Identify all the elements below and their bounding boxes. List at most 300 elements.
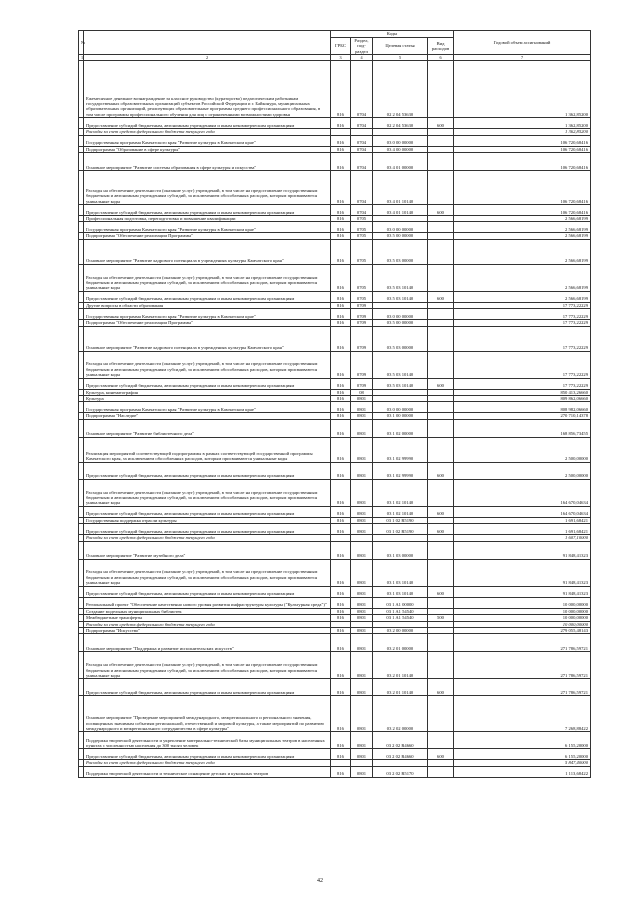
cell-sum: 271 786,59721 (454, 652, 591, 679)
cell-cs: 03 1 03 10140 (373, 559, 428, 586)
cell-sum: 1 362,85200 (454, 61, 591, 118)
cell-rz: 0704 (351, 135, 373, 146)
cell-sum: 7 268,88422 (454, 696, 591, 732)
cell-grbs: 816 (331, 402, 351, 413)
cell-sum: 2 500,00000 (454, 462, 591, 479)
cell-vr (428, 559, 454, 586)
cell-name: Расходы за счет средств федерального бюджета текущего года (84, 129, 331, 135)
cell-vr (428, 351, 454, 378)
cell-rz: 0801 (351, 732, 373, 749)
table-row (79, 351, 591, 378)
cell-name: Расходы на обеспечение деятельности (оказание услуг) учреждений, в том числе на предоставление государственным бюджетным и автономным учреждениям субсидий, за исключением обособленных расходов, которым присваиваются уникальные коды (84, 171, 331, 205)
table-row (79, 222, 591, 233)
cell-vr (428, 171, 454, 205)
cell-name: Предоставление субсидий бюджетным, автономным учреждениям и иным некоммерческим организациям (84, 506, 331, 517)
cell-cs: 03 1 02 99990 (373, 437, 428, 462)
cell-cs: 03 2 01 10140 (373, 679, 428, 696)
cell-cs: 03 5 00 00000 (373, 233, 428, 239)
cell-sum: 91 848,41323 (454, 559, 591, 586)
cell-name: Подпрограмма "Искусство" (84, 627, 331, 633)
cell-vr (428, 766, 454, 777)
cell-vr (428, 61, 454, 118)
cell-rz: 0709 (351, 320, 373, 326)
cell-grbs: 816 (331, 264, 351, 291)
cell-vr: 600 (428, 524, 454, 535)
cell-name: Государственная программа Камчатского края "Развитие культуры в Камчатском крае" (84, 309, 331, 320)
cell-name: Государственная поддержка отрасли культуры (84, 517, 331, 523)
cell-vr: 600 (428, 291, 454, 302)
cell-rz: 0801 (351, 506, 373, 517)
cell-rz: 0801 (351, 696, 373, 732)
cell-cs: 03 1 A1 00000 (373, 597, 428, 608)
cell-vr (428, 437, 454, 462)
cell-name: Предоставление субсидий бюджетным, автономным учреждениям и иным некоммерческим организациям (84, 586, 331, 597)
cell-rz: 0709 (351, 326, 373, 351)
cell-cs: 03 5 00 00000 (373, 320, 428, 326)
table-row (79, 239, 591, 264)
cell-grbs: 816 (331, 309, 351, 320)
cell-rz: 0801 (351, 479, 373, 506)
cell-sum: 271 786,59721 (454, 679, 591, 696)
cell-rz: 0705 (351, 291, 373, 302)
cell-name: Предоставление субсидий бюджетным, автономным учреждениям и иным некоммерческим организациям (84, 291, 331, 302)
cell-name: Подпрограмма "Образование в сфере культуры" (84, 146, 331, 152)
table-row (79, 462, 591, 479)
cell-name: Создание модельных муниципальных библиотек (84, 608, 331, 614)
cell-cs: 03 2 02 R5170 (373, 766, 428, 777)
cell-grbs: 816 (331, 351, 351, 378)
cell-rz: 0801 (351, 749, 373, 760)
cell-grbs: 816 (331, 732, 351, 749)
cell-vr (428, 153, 454, 171)
header-rz: Раздел, под-раздел (351, 38, 373, 55)
header-num: № (79, 31, 84, 55)
cell-sum: 2 566,68199 (454, 239, 591, 264)
cell-rz: 08 (351, 389, 373, 395)
cell-cs: 03 0 00 00000 (373, 402, 428, 413)
cell-name: Региональный проект "Обеспечение качественно нового уровня развития инфраструктуры культуры ("Культурная среда")" (84, 597, 331, 608)
cell-grbs: 816 (331, 696, 351, 732)
header-sum: Годовой объем ассигнований (454, 31, 591, 55)
cell-cs: 03 2 00 00000 (373, 627, 428, 633)
cell-cs: 03 4 01 10140 (373, 171, 428, 205)
cell-cs: 03 5 03 10140 (373, 351, 428, 378)
cell-sum: 10 000,00000 (454, 615, 591, 621)
table-row (79, 524, 591, 535)
table-row (79, 309, 591, 320)
index-cell: 1 (79, 55, 84, 61)
cell-vr (428, 264, 454, 291)
cell-cs: 03 4 01 00000 (373, 153, 428, 171)
cell-grbs: 816 (331, 135, 351, 146)
cell-grbs: 816 (331, 396, 351, 402)
cell-sum: 1 362,85200 (454, 129, 591, 135)
cell-sum: 10 000,00000 (454, 608, 591, 614)
table-row (79, 586, 591, 597)
cell-rz: 0801 (351, 462, 373, 479)
table-row (79, 135, 591, 146)
cell-rz: 0709 (351, 351, 373, 378)
cell-name: Предоставление субсидий бюджетным, автономным учреждениям и иным некоммерческим организациям (84, 679, 331, 696)
cell-grbs: 816 (331, 479, 351, 506)
cell-sum: 106 720,68416 (454, 205, 591, 216)
cell-grbs: 816 (331, 378, 351, 389)
cell-rz: 0801 (351, 586, 373, 597)
cell-grbs: 816 (331, 291, 351, 302)
table-row (79, 61, 591, 118)
cell-sum: 106 720,68416 (454, 171, 591, 205)
cell-grbs: 816 (331, 61, 351, 118)
cell-grbs: 816 (331, 222, 351, 233)
cell-name: Расходы на обеспечение деятельности (оказание услуг) учреждений, в том числе на предоставление государственным бюджетным и автономным учреждениям субсидий, за исключением обособленных расходов, которым присваиваются уникальные коды (84, 264, 331, 291)
cell-vr: 600 (428, 586, 454, 597)
document-page (78, 30, 590, 778)
cell-sum: 2 566,68199 (454, 264, 591, 291)
table-row (79, 378, 591, 389)
cell-rz: 0801 (351, 517, 373, 523)
table-row (79, 205, 591, 216)
table-row (79, 541, 591, 559)
cell-rz: 0801 (351, 524, 373, 535)
cell-name: Предоставление субсидий бюджетным, автономным учреждениям и иным некоммерческим организациям (84, 524, 331, 535)
cell-grbs: 816 (331, 171, 351, 205)
cell-vr (428, 696, 454, 732)
cell-cs: 03 5 03 10140 (373, 291, 428, 302)
cell-name: Основное мероприятие "Развитие кадрового потенциала в учреждениях культуры Камчатского края" (84, 326, 331, 351)
table-row (79, 402, 591, 413)
cell-vr (428, 419, 454, 437)
cell-sum: 106 720,68416 (454, 153, 591, 171)
cell-sum: 10 000,00000 (454, 621, 591, 627)
cell-sum: 106 720,68416 (454, 135, 591, 146)
cell-grbs: 816 (331, 413, 351, 419)
cell-grbs: 816 (331, 216, 351, 222)
cell-sum: 809 862,06660 (454, 396, 591, 402)
cell-sum: 2 500,00000 (454, 437, 591, 462)
cell-vr (428, 732, 454, 749)
cell-grbs: 816 (331, 239, 351, 264)
cell-name: Поддержка творческой деятельности и укрепление материально-технической базы муниципальных театров в населенных пунктах с численностью населения до 300 тысяч человек (84, 732, 331, 749)
index-cell: 6 (428, 55, 454, 61)
cell-sum: 5 847,40000 (454, 760, 591, 766)
table-row (79, 732, 591, 749)
cell-vr (428, 652, 454, 679)
cell-cs: 03 1 A1 54540 (373, 608, 428, 614)
table-row (79, 749, 591, 760)
cell-vr (428, 634, 454, 652)
header-grbs: ГРБС (331, 38, 351, 55)
cell-name: Предоставление субсидий бюджетным, автономным учреждениям и иным некоммерческим организациям (84, 462, 331, 479)
cell-grbs: 816 (331, 233, 351, 239)
cell-grbs: 816 (331, 541, 351, 559)
cell-cs: 03 4 01 10140 (373, 205, 428, 216)
cell-name: Предоставление субсидий бюджетным, автономным учреждениям и иным некоммерческим организациям (84, 378, 331, 389)
cell-name: Подпрограмма "Обеспечение реализации Программы" (84, 233, 331, 239)
cell-rz: 0709 (351, 302, 373, 308)
cell-rz: 0705 (351, 233, 373, 239)
index-cell: 2 (84, 55, 331, 61)
cell-grbs: 816 (331, 615, 351, 621)
cell-cs: 02 2 04 53630 (373, 118, 428, 129)
cell-grbs: 816 (331, 766, 351, 777)
cell-rz: 0801 (351, 541, 373, 559)
cell-sum: 6 155,20000 (454, 749, 591, 760)
cell-name: Основное мероприятие "Развитие системы образования в сфере культуры и искусства" (84, 153, 331, 171)
table-row (79, 559, 591, 586)
cell-cs: 03 5 03 00000 (373, 326, 428, 351)
cell-cs: 03 2 02 00000 (373, 696, 428, 732)
cell-vr: 600 (428, 462, 454, 479)
cell-cs: 03 1 A1 54540 (373, 615, 428, 621)
cell-sum: 2 566,68199 (454, 222, 591, 233)
cell-sum: 17 773,22229 (454, 309, 591, 320)
cell-grbs: 816 (331, 517, 351, 523)
cell-cs: 03 1 03 00000 (373, 541, 428, 559)
cell-rz: 0801 (351, 419, 373, 437)
cell-cs: 03 2 01 10140 (373, 652, 428, 679)
cell-rz: 0801 (351, 402, 373, 413)
table-body (79, 61, 591, 778)
cell-grbs: 816 (331, 608, 351, 614)
cell-vr (428, 135, 454, 146)
cell-name: Расходы на обеспечение деятельности (оказание услуг) учреждений, в том числе на предоставление государственным бюджетным и автономным учреждениям субсидий, за исключением обособленных расходов, которым присваиваются уникальные коды (84, 351, 331, 378)
cell-grbs: 816 (331, 205, 351, 216)
cell-sum: 91 848,41323 (454, 586, 591, 597)
cell-name: Профессиональная подготовка, переподготовка и повышение квалификации (84, 216, 331, 222)
cell-grbs: 816 (331, 326, 351, 351)
cell-name: Государственная программа Камчатского края "Развитие культуры в Камчатском крае" (84, 135, 331, 146)
index-cell: 3 (331, 55, 351, 61)
cell-sum: 1 113,68422 (454, 766, 591, 777)
cell-rz: 0704 (351, 171, 373, 205)
cell-cs: 03 5 03 10140 (373, 264, 428, 291)
cell-rz: 0705 (351, 216, 373, 222)
cell-sum: 164 670,04634 (454, 479, 591, 506)
cell-rz: 0704 (351, 205, 373, 216)
cell-cs: 03 2 01 00000 (373, 634, 428, 652)
header-row-codes (79, 31, 591, 38)
header-codes: Коды (331, 31, 454, 38)
cell-vr (428, 309, 454, 320)
cell-grbs: 816 (331, 559, 351, 586)
cell-vr (428, 402, 454, 413)
cell-cs: 03 0 00 00000 (373, 135, 428, 146)
table-row (79, 479, 591, 506)
table-row (79, 153, 591, 171)
cell-cs: 03 1 02 R5190 (373, 517, 428, 523)
cell-rz: 0801 (351, 396, 373, 402)
cell-vr: 600 (428, 118, 454, 129)
cell-rz: 0709 (351, 309, 373, 320)
cell-vr (428, 541, 454, 559)
cell-name: Основное мероприятие "Поддержка и развитие исполнительских искусств" (84, 634, 331, 652)
cell-name: Предоставление субсидий бюджетным, автономным учреждениям и иным некоммерческим организациям (84, 118, 331, 129)
cell-name: Подпрограмма "Обеспечение реализации Программы" (84, 320, 331, 326)
cell-sum: 808 982,06660 (454, 402, 591, 413)
cell-grbs: 816 (331, 652, 351, 679)
cell-cs: 03 1 02 R5190 (373, 524, 428, 535)
cell-sum: 10 000,00000 (454, 597, 591, 608)
table-row (79, 696, 591, 732)
table-row (79, 291, 591, 302)
cell-name: Основное мероприятие "Развитие библиотечного дела" (84, 419, 331, 437)
cell-vr: 600 (428, 679, 454, 696)
cell-grbs: 816 (331, 462, 351, 479)
cell-name: Государственная программа Камчатского края "Развитие культуры в Камчатском крае" (84, 222, 331, 233)
cell-vr: 600 (428, 506, 454, 517)
table-row (79, 597, 591, 608)
cell-sum: 168 856,73455 (454, 419, 591, 437)
cell-rz: 0801 (351, 652, 373, 679)
table-row (79, 118, 591, 129)
cell-rz: 0801 (351, 634, 373, 652)
header-vr: Вид расходов (428, 38, 454, 55)
cell-sum: 6 155,20000 (454, 732, 591, 749)
cell-vr: 600 (428, 378, 454, 389)
cell-cs: 03 0 00 00000 (373, 222, 428, 233)
cell-grbs: 816 (331, 153, 351, 171)
cell-sum: 17 773,22229 (454, 326, 591, 351)
table-row (79, 437, 591, 462)
cell-grbs: 816 (331, 506, 351, 517)
cell-vr (428, 239, 454, 264)
table-row (79, 652, 591, 679)
cell-grbs: 816 (331, 389, 351, 395)
cell-name: Подпрограмма "Наследие" (84, 413, 331, 419)
cell-name: Расходы на обеспечение деятельности (оказание услуг) учреждений, в том числе на предоставление государственным бюджетным и автономным учреждениям субсидий, за исключением обособленных расходов, которым присваиваются уникальные коды (84, 652, 331, 679)
cell-cs: 03 5 03 00000 (373, 239, 428, 264)
cell-name: Основное мероприятие "Проведение мероприятий международного, межрегионального и регионального значения, посвященных значимым событиям региональной, отечественной и мировой культуры, а также мероприятий по развитию международного и межрегионального сотрудничества в сфере культуры" (84, 696, 331, 732)
cell-rz: 0801 (351, 679, 373, 696)
cell-name: Расходы за счет средств федерального бюджета текущего года (84, 621, 331, 627)
cell-rz: 0801 (351, 597, 373, 608)
cell-cs: 03 1 02 10140 (373, 479, 428, 506)
cell-sum: 164 670,04634 (454, 506, 591, 517)
cell-name: Предоставление субсидий бюджетным, автономным учреждениям и иным некоммерческим организациям (84, 749, 331, 760)
table-row (79, 419, 591, 437)
page-number: 42 (317, 878, 323, 884)
cell-name: Государственная программа Камчатского края "Развитие культуры в Камчатском крае" (84, 402, 331, 413)
cell-rz: 0801 (351, 608, 373, 614)
cell-rz: 0801 (351, 437, 373, 462)
cell-name: Межбюджетные трансферты (84, 615, 331, 621)
cell-vr (428, 479, 454, 506)
cell-sum: 1 691,68421 (454, 517, 591, 523)
table-row (79, 634, 591, 652)
cell-cs: 03 1 00 00000 (373, 413, 428, 419)
cell-sum: 106 720,68416 (454, 146, 591, 152)
cell-name: Предоставление субсидий бюджетным, автономным учреждениям и иным некоммерческим организациям (84, 205, 331, 216)
cell-vr (428, 597, 454, 608)
cell-sum: 850 413,26660 (454, 389, 591, 395)
cell-rz: 0709 (351, 378, 373, 389)
cell-grbs: 816 (331, 749, 351, 760)
cell-sum: 279 055,48143 (454, 627, 591, 633)
cell-rz: 0801 (351, 766, 373, 777)
budget-table (78, 30, 591, 778)
cell-name: Расходы за счет средств федерального бюджета текущего года (84, 760, 331, 766)
cell-sum: 1 362,85200 (454, 118, 591, 129)
cell-cs: 03 2 02 R4660 (373, 732, 428, 749)
cell-name: Культура, кинематография (84, 389, 331, 395)
index-cell: 4 (351, 55, 373, 61)
cell-cs: 03 5 03 10140 (373, 378, 428, 389)
cell-cs: 03 2 02 R4660 (373, 749, 428, 760)
cell-cs: 03 1 02 00000 (373, 419, 428, 437)
cell-rz: 0704 (351, 146, 373, 152)
cell-vr: 600 (428, 749, 454, 760)
cell-grbs: 816 (331, 118, 351, 129)
cell-sum: 91 848,41323 (454, 541, 591, 559)
index-cell: 5 (373, 55, 428, 61)
cell-rz: 0704 (351, 61, 373, 118)
cell-grbs: 816 (331, 524, 351, 535)
table-row (79, 506, 591, 517)
cell-name: Расходы за счет средств федерального бюджета текущего года (84, 535, 331, 541)
cell-sum: 1 691,68421 (454, 524, 591, 535)
cell-grbs: 816 (331, 634, 351, 652)
cell-grbs: 816 (331, 627, 351, 633)
cell-rz: 0801 (351, 413, 373, 419)
cell-sum: 2 566,68199 (454, 291, 591, 302)
table-row (79, 264, 591, 291)
cell-name: Расходы на обеспечение деятельности (оказание услуг) учреждений, в том числе на предоставление государственным бюджетным и автономным учреждениям субсидий, за исключением обособленных расходов, которым присваиваются уникальные коды (84, 559, 331, 586)
cell-vr (428, 326, 454, 351)
cell-grbs: 816 (331, 437, 351, 462)
cell-vr: 600 (428, 205, 454, 216)
header-name (84, 31, 331, 55)
cell-grbs: 816 (331, 419, 351, 437)
cell-sum: 17 773,22229 (454, 351, 591, 378)
cell-vr (428, 222, 454, 233)
cell-sum: 271 786,59721 (454, 634, 591, 652)
cell-sum: 2 566,68199 (454, 216, 591, 222)
header-cs: Целевая статья (373, 38, 428, 55)
cell-rz: 0801 (351, 559, 373, 586)
cell-name: Культура (84, 396, 331, 402)
table-row (79, 326, 591, 351)
cell-cs: 03 1 03 10140 (373, 586, 428, 597)
index-cell: 7 (454, 55, 591, 61)
cell-grbs: 816 (331, 679, 351, 696)
table-row (79, 766, 591, 777)
cell-cs: 03 1 02 10140 (373, 506, 428, 517)
cell-name: Расходы на обеспечение деятельности (оказание услуг) учреждений, в том числе на предоставление государственным бюджетным и автономным учреждениям субсидий, за исключением обособленных расходов, которым присваиваются уникальные коды (84, 479, 331, 506)
cell-grbs: 816 (331, 597, 351, 608)
cell-cs: 03 0 00 00000 (373, 309, 428, 320)
cell-rz: 0801 (351, 627, 373, 633)
cell-grbs: 816 (331, 146, 351, 152)
cell-rz: 0704 (351, 153, 373, 171)
cell-rz: 0705 (351, 264, 373, 291)
cell-name: Реализация мероприятий соответствующей подпрограммы в рамках соответствующей государственной программы Камчатского края, за исключением обособленных расходов, которым присваиваются уникальные коды (84, 437, 331, 462)
cell-sum: 2 566,68199 (454, 233, 591, 239)
cell-grbs: 816 (331, 302, 351, 308)
cell-sum: 1 607,10000 (454, 535, 591, 541)
cell-rz: 0704 (351, 118, 373, 129)
cell-name: Ежемесячное денежное вознаграждение за классное руководство (кураторство) педагогическим работникам государственных образовательных организаций субъектов Российской Федерации и г. Байконура, муниципальных образовательных организаций, реализующих образовательные программы среднего профессионального образования, в том числе программы профессионального обучения для лиц с ограниченными возможностями здоровья (84, 61, 331, 118)
cell-name: Основное мероприятие "Развитие кадрового потенциала в учреждениях культуры Камчатского края" (84, 239, 331, 264)
cell-sum: 270 710,14378 (454, 413, 591, 419)
cell-cs: 02 2 04 53630 (373, 61, 428, 118)
cell-sum: 17 773,22229 (454, 302, 591, 308)
cell-cs: 03 4 00 00000 (373, 146, 428, 152)
table-row (79, 171, 591, 205)
cell-sum: 17 773,22229 (454, 320, 591, 326)
cell-name: Основное мероприятие "Развитие музейного дела" (84, 541, 331, 559)
cell-rz: 0705 (351, 222, 373, 233)
cell-name: Другие вопросы в области образования (84, 302, 331, 308)
